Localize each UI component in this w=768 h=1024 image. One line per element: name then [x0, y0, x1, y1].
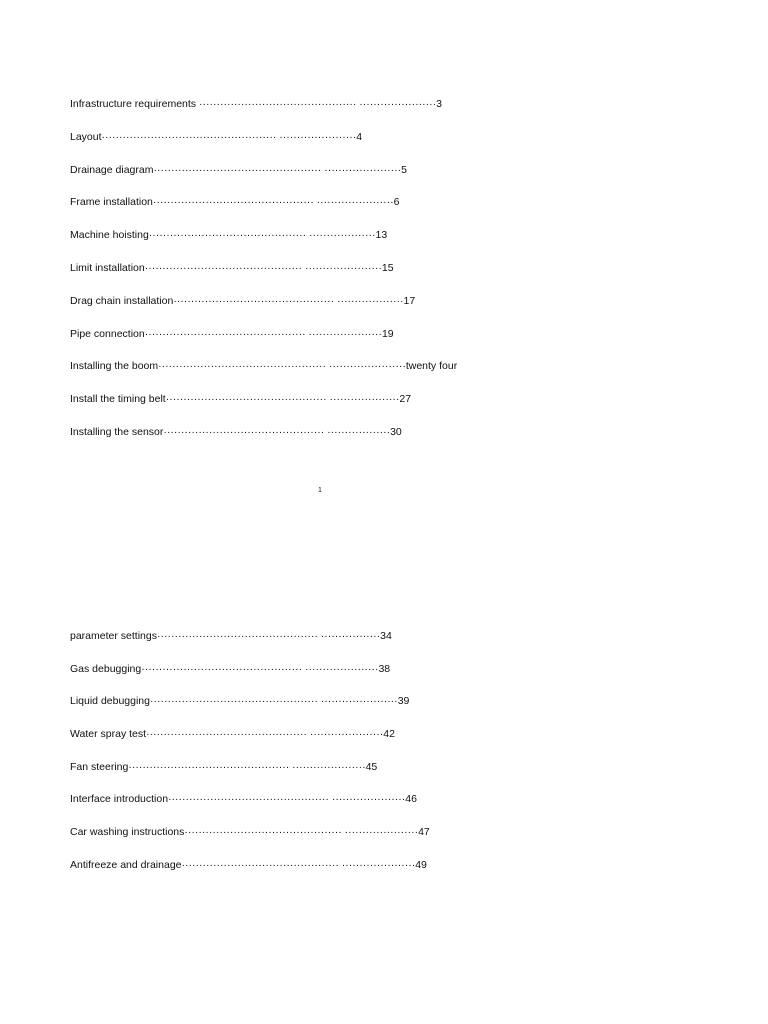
toc-entry-page-number: 17	[403, 294, 416, 307]
toc-entry-title: Installing the sensor	[70, 425, 164, 438]
toc-entry-page-number: twenty four	[405, 360, 458, 373]
table-of-contents-part-2	[70, 628, 768, 890]
toc-entry-title: Drag chain installation	[70, 294, 174, 307]
toc-leader-dots: ·············································· ······················	[152, 196, 394, 209]
toc-leader-dots: ·············································· ·····················	[141, 662, 379, 675]
toc-entry-title: Liquid debugging	[70, 695, 150, 708]
toc-entry[interactable]	[70, 194, 768, 227]
toc-entry-title: Layout	[70, 130, 102, 143]
toc-entry-title: Install the timing belt	[70, 393, 166, 406]
toc-entry-title: Infrastructure requirements	[70, 98, 199, 110]
table-of-contents-part-1	[70, 96, 768, 457]
toc-entry-title: Machine hoisting	[70, 229, 149, 242]
toc-leader-dots: ·············································· ·····················	[168, 793, 406, 806]
toc-entry[interactable]	[70, 391, 768, 424]
toc-leader-dots: ·············································· ·····················	[128, 760, 366, 773]
toc-entry-page-number: 42	[383, 728, 395, 741]
toc-entry[interactable]	[70, 96, 768, 129]
toc-entry-page-number: 38	[378, 662, 391, 675]
toc-entry-title: Antifreeze and drainage	[70, 858, 182, 871]
toc-leader-dots: ·················································· ······················	[101, 130, 357, 143]
toc-entry[interactable]	[70, 227, 768, 260]
toc-entry-title: Frame installation	[70, 196, 153, 209]
toc-entry-page-number: 30	[390, 425, 402, 438]
toc-entry-page-number: 13	[375, 229, 388, 242]
toc-entry-page-number: 45	[365, 760, 378, 773]
toc-entry[interactable]	[70, 759, 768, 792]
toc-entry[interactable]	[70, 661, 768, 694]
toc-leader-dots: ············································· ······················	[198, 98, 437, 110]
toc-entry-title: Interface introduction	[70, 793, 169, 806]
toc-leader-dots: ·············································· ·····················	[146, 728, 384, 741]
toc-leader-dots: ················································ ······················	[158, 360, 406, 373]
toc-entry-page-number: 4	[356, 130, 363, 143]
toc-leader-dots: ············································· ···················	[148, 229, 376, 242]
toc-entry-title: parameter settings	[70, 630, 157, 642]
toc-entry[interactable]	[70, 628, 768, 661]
toc-leader-dots: ·············································· ·················	[156, 630, 381, 642]
page-number: 1	[318, 487, 322, 494]
toc-leader-dots: ················································ ······················	[153, 163, 402, 176]
toc-entry[interactable]	[70, 693, 768, 726]
toc-entry[interactable]	[70, 162, 768, 195]
toc-entry-title: Water spray test	[70, 728, 147, 741]
toc-entry[interactable]	[70, 326, 768, 359]
toc-leader-dots: ·············································· ···················	[173, 294, 404, 307]
toc-leader-dots: ············································· ······················	[144, 261, 382, 274]
toc-entry-page-number: 46	[405, 793, 417, 806]
toc-entry-page-number: 34	[380, 630, 392, 642]
toc-leader-dots: ·············································· ····················	[165, 393, 400, 406]
toc-entry[interactable]	[70, 424, 768, 457]
toc-entry-title: Drainage diagram	[70, 163, 154, 176]
toc-entry-page-number: 47	[418, 826, 430, 839]
toc-entry-page-number: 27	[399, 393, 412, 406]
toc-leader-dots: ············································· ·····················	[184, 826, 419, 839]
toc-entry-title: Limit installation	[70, 261, 145, 274]
toc-entry[interactable]	[70, 293, 768, 326]
toc-entry[interactable]	[70, 791, 768, 824]
toc-entry[interactable]	[70, 358, 768, 391]
toc-leader-dots: ············································· ·····················	[181, 858, 416, 871]
toc-entry-page-number: 19	[381, 327, 394, 340]
toc-entry-title: Installing the boom	[70, 360, 159, 373]
toc-leader-dots: ·············································· ·····················	[144, 327, 382, 340]
toc-entry-page-number: 49	[415, 858, 427, 871]
toc-entry-page-number: 3	[436, 98, 443, 110]
toc-entry[interactable]	[70, 857, 768, 890]
toc-entry-title: Car washing instructions	[70, 826, 185, 839]
toc-entry-page-number: 15	[381, 261, 394, 274]
toc-entry[interactable]	[70, 129, 768, 162]
toc-entry-page-number: 39	[397, 695, 410, 708]
toc-entry[interactable]	[70, 726, 768, 759]
toc-entry-title: Pipe connection	[70, 327, 145, 340]
toc-entry-page-number: 5	[401, 163, 407, 176]
toc-entry-title: Gas debugging	[70, 662, 142, 675]
toc-entry[interactable]	[70, 824, 768, 857]
toc-leader-dots: ·············································· ··················	[163, 425, 391, 438]
toc-entry-title: Fan steering	[70, 760, 129, 773]
toc-entry[interactable]	[70, 260, 768, 293]
toc-entry-page-number: 6	[393, 196, 400, 209]
toc-leader-dots: ················································ ······················	[150, 695, 398, 708]
